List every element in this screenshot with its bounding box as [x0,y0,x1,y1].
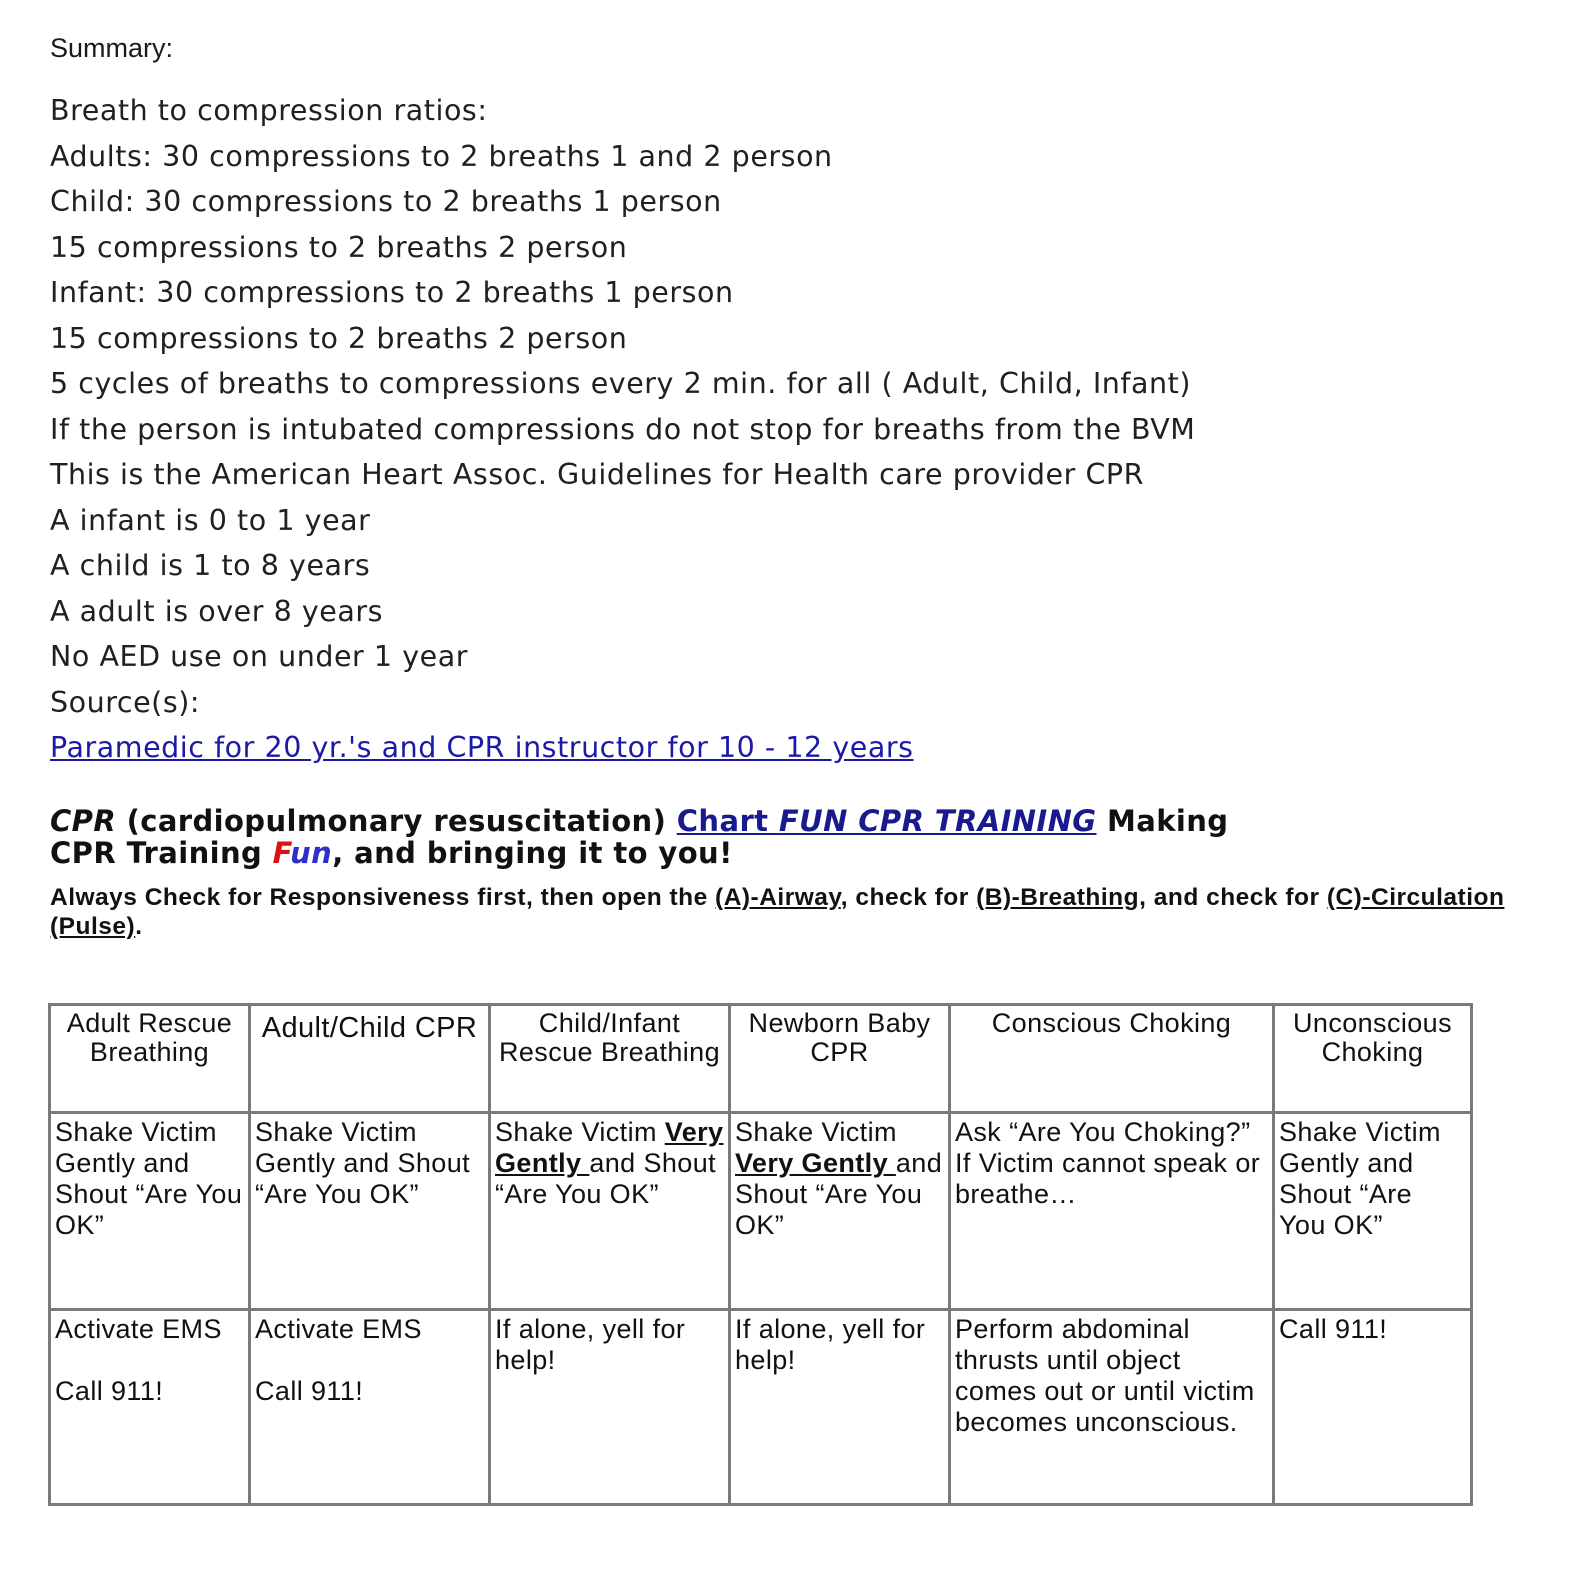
ratio-title: Breath to compression ratios: [50,94,488,127]
child-ratio-2: 15 compressions to 2 breaths 2 person [50,230,628,264]
sources-label: Source(s): [50,685,201,719]
header-newborn-baby-cpr: Newborn Baby CPR [730,1005,950,1113]
very-gently-emphasis: Very Gently [735,1148,896,1178]
circulation-term: (C)-Circulation (Pulse) [50,883,1505,940]
cpr-abbrev: CPR [50,803,117,838]
cell-text: Shake Victim [735,1117,897,1147]
cell-conscious-choking-step1: Ask “Are You Choking?” If Victim cannot speak or breathe… [950,1113,1274,1310]
cpr-chart-table [48,1003,1473,1506]
abc-end: . [135,912,143,940]
cell-adult-child-step2 [250,1310,490,1505]
chart-link-brand: FUN CPR TRAINING [778,803,1097,838]
chart-link-prefix: Chart [676,803,779,838]
table-row [50,1113,1472,1310]
cell-child-infant-step2: If alone, yell for help! [490,1310,730,1505]
cell-newborn-step1 [730,1113,950,1310]
source-link[interactable]: Paramedic for 20 yr.'s and CPR instructor for 10 - 12 years [50,731,914,764]
table-header-row [50,1005,1472,1113]
summary-label: Summary: [50,33,174,63]
table-row [50,1310,1472,1505]
cell-unconscious-choking-step1: Shake Victim Gently and Shout “Are You OK” [1274,1113,1472,1310]
cpr-full-name: (cardiopulmonary resuscitation) [116,803,677,838]
cell-text: Activate EMS [255,1314,422,1344]
cell-gap [255,1345,484,1376]
cell-adult-rescue-step2 [50,1310,250,1505]
heading-training: CPR Training [50,835,273,870]
heading-tail: , and bringing it to you! [332,835,733,870]
cell-newborn-step2: If alone, yell for help! [730,1310,950,1505]
abc-instruction [50,883,1540,941]
cell-child-infant-step1 [490,1113,730,1310]
cpr-heading [50,805,1540,869]
very-gently-emphasis: Very Gently [495,1117,724,1178]
header-adult-child-cpr: Adult/Child CPR [250,1005,490,1113]
child-age-line: A child is 1 to 8 years [50,549,371,582]
breathing-term: (B)-Breathing [976,883,1140,911]
child-ratio-1: Child: 30 compressions to 2 breaths 1 person [50,185,722,218]
source-line [50,725,1540,771]
airway-term: (A)-Airway [715,883,841,911]
cell-conscious-choking-step2: Perform abdominal thrusts until object comes out or until victim becomes unconscious. [950,1310,1274,1505]
cell-text: Call 911! [55,1376,164,1406]
infant-age-line: A infant is 0 to 1 year [50,503,371,537]
infant-ratio-1: Infant: 30 compressions to 2 breaths 1 person [50,276,734,309]
aha-line: This is the American Heart Assoc. Guidelines for Health care provider CPR [50,458,1145,491]
header-unconscious-choking: Unconscious Choking [1274,1005,1472,1113]
aed-line: No AED use on under 1 year [50,640,468,673]
chart-link[interactable] [677,804,1097,838]
cycles-line: 5 cycles of breaths to compressions every 2 min. for all ( Adult, Child, Infant) [50,367,1191,400]
infant-ratio-2: 15 compressions to 2 breaths 2 person [50,321,628,355]
adult-ratio: Adults: 30 compressions to 2 breaths 1 and 2 person [50,139,833,173]
abc-mid-2: , and check for [1139,883,1327,911]
cell-text: and Shout “Are You OK” [495,1148,717,1209]
header-adult-rescue-breathing: Adult Rescue Breathing [50,1005,250,1113]
cell-adult-rescue-step1: Shake Victim Gently and Shout “Are You OK” [50,1113,250,1310]
cell-text: and Shout “Are You OK” [735,1148,943,1240]
header-child-infant-rescue-breathing: Child/Infant Rescue Breathing [490,1005,730,1113]
cell-text: Call 911! [255,1376,364,1406]
abc-mid-1: , check for [840,883,977,911]
heading-making: Making [1096,803,1229,838]
cell-text: Shake Victim [495,1117,665,1147]
fun-word [273,836,333,870]
cell-gap [55,1345,244,1376]
intubated-line: If the person is intubated compressions do not stop for breaths from the BVM [50,412,1196,446]
adult-age-line: A adult is over 8 years [50,594,384,628]
cell-text: Activate EMS [55,1314,222,1344]
answer-body [50,88,1540,771]
header-conscious-choking: Conscious Choking [950,1005,1274,1113]
document-page [50,30,1540,941]
abc-prefix: Always Check for Responsiveness first, then open the [50,883,716,911]
fun-letter-f: F [272,835,291,870]
fun-letters-un: un [290,835,333,870]
cell-adult-child-step1: Shake Victim Gently and Shout “Are You OK” [250,1113,490,1310]
cell-unconscious-choking-step2: Call 911! [1274,1310,1472,1505]
